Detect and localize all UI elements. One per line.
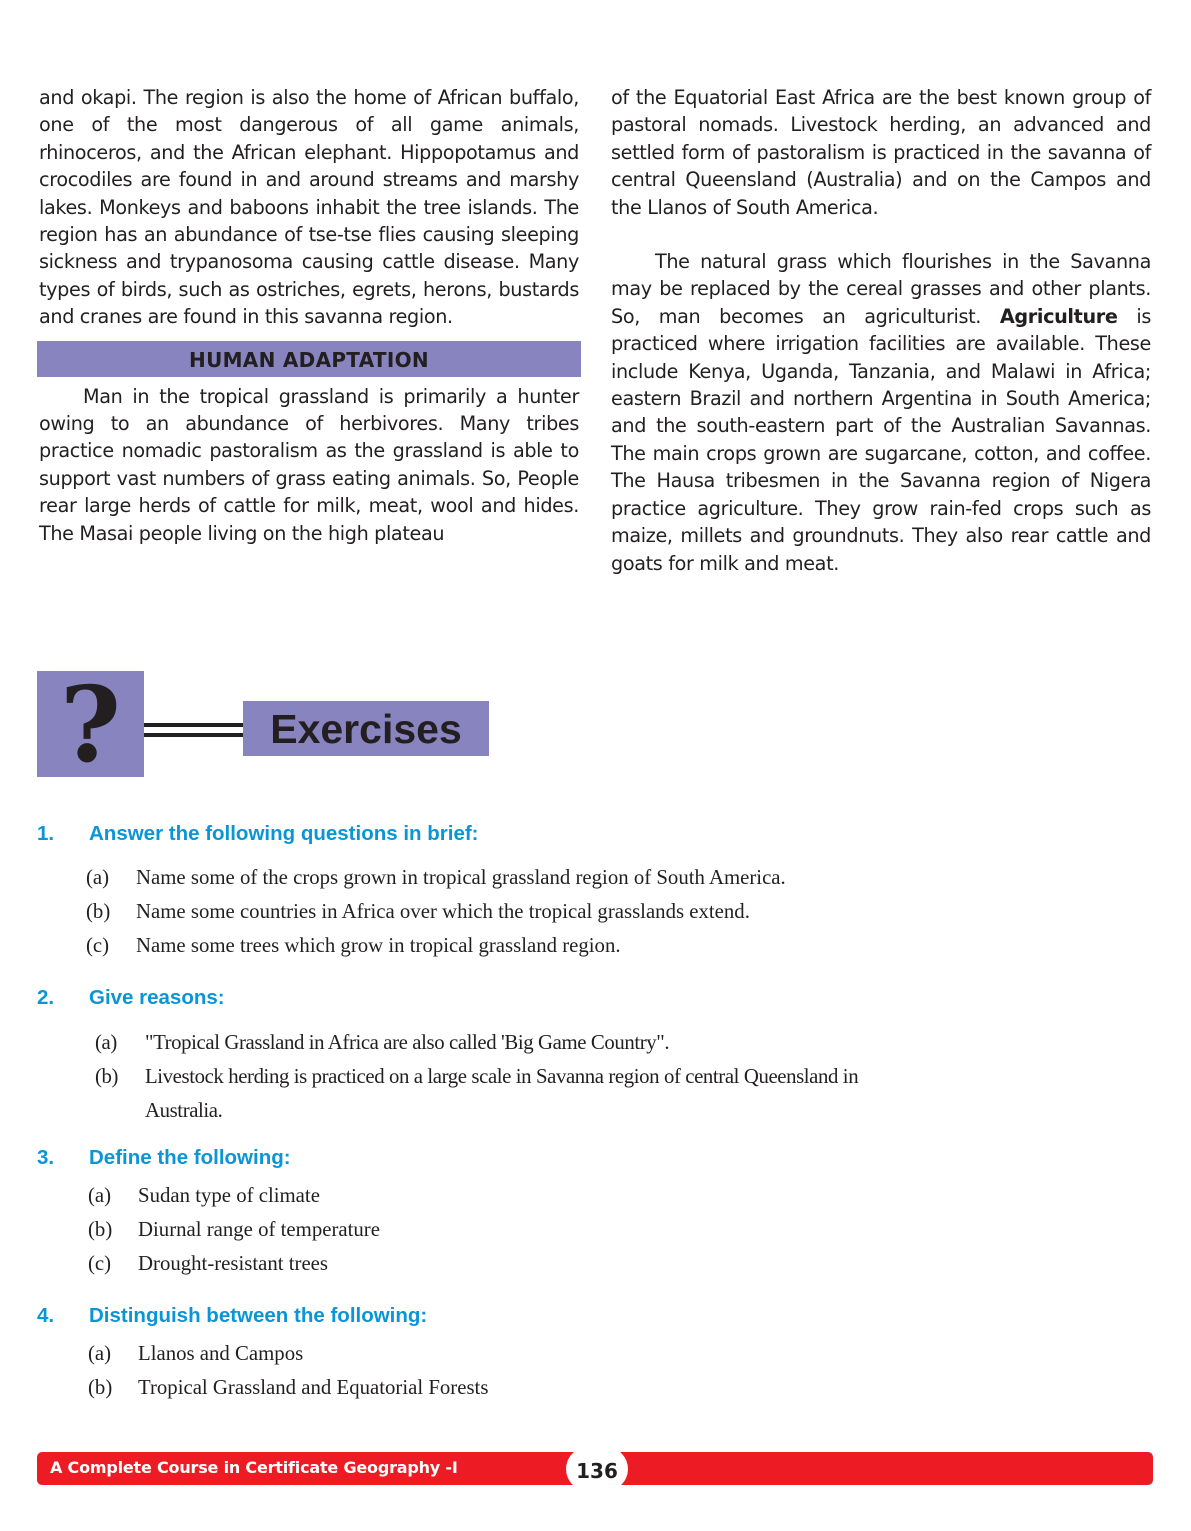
body-paragraph: of the Equatorial East Africa are the best known group of pastoral nomads. Livestock herding, an advanced and settled form of pastoralism is practiced in the savanna of central Queensland (Australia) and on the Campos and the Llanos of South America. xyxy=(611,86,1151,219)
left-column xyxy=(39,84,579,547)
item-label: (b) xyxy=(88,1218,113,1241)
section-heading-human-adaptation: HUMAN ADAPTATION xyxy=(37,341,581,377)
question-heading-text: Give reasons: xyxy=(89,986,225,1009)
right-column xyxy=(611,84,1151,577)
question-number: 1. xyxy=(37,822,55,845)
item-label: (a) xyxy=(88,1184,112,1207)
paragraph-text: The natural grass which flourishes in the Savanna may be replaced by the cereal grasses and other plants. So, man becomes an agriculturist. xyxy=(611,250,1151,328)
item-label: (a) xyxy=(88,1342,112,1365)
item-label: (a) xyxy=(86,866,110,889)
question-item xyxy=(86,934,621,958)
bold-term-agriculture: Agriculture xyxy=(999,304,1118,328)
item-text: Diurnal range of temperature xyxy=(138,1218,380,1241)
item-text: Drought-resistant trees xyxy=(138,1252,329,1275)
question-item xyxy=(88,1376,488,1400)
connector-line xyxy=(144,723,244,727)
question-mark-icon: ? xyxy=(60,663,121,786)
item-text: Llanos and Campos xyxy=(138,1342,304,1365)
exercises-title: Exercises xyxy=(243,701,489,756)
exercises-icon-box xyxy=(37,663,144,786)
paragraph-gap xyxy=(611,221,1151,248)
question-heading xyxy=(37,1146,291,1170)
question-item xyxy=(95,1065,858,1089)
question-number: 4. xyxy=(37,1304,55,1327)
paragraph-text: is practiced where irrigation facilities are available. These include Kenya, Uganda, Tanzania, and Malawi in Africa; eastern Brazil and northern Argentina in South America; and the south-eastern part of the Australian Savannas. The main crops grown are sugarcane, cotton, and coffee. The Hausa tribesmen in the Savanna region of Nigera practice agriculture. They grow rain-fed crops such as maize, millets and groundnuts. They also rear cattle and goats for milk and meat. xyxy=(611,304,1151,575)
item-label: (b) xyxy=(95,1065,119,1088)
item-text: Tropical Grassland and Equatorial Forests xyxy=(138,1376,489,1399)
question-item xyxy=(88,1342,303,1366)
item-text-continuation: Australia. xyxy=(145,1099,223,1122)
question-item xyxy=(88,1218,380,1242)
footer-book-title: A Complete Course in Certificate Geography -I xyxy=(50,1458,458,1477)
item-label: (a) xyxy=(95,1031,117,1054)
page-number: 136 xyxy=(566,1447,628,1491)
question-heading-text: Answer the following questions in brief: xyxy=(89,822,479,845)
item-label: (b) xyxy=(86,900,111,923)
body-paragraph: and okapi. The region is also the home of African buffalo, one of the most dangerous of all game animals, rhinoceros, and the African elephant. Hippopotamus and crocodiles are found in and around streams and marshy lakes. Monkeys and baboons inhabit the tree islands. The region has an abundance of tse-tse flies causing sleeping sickness and trypanosoma causing cattle disease. Many types of birds, such as ostriches, egrets, herons, bustards and cranes are found in this savanna region. xyxy=(39,86,579,329)
item-label: (b) xyxy=(88,1376,113,1399)
body-paragraph: Man in the tropical grassland is primarily a hunter owing to an abundance of herbivores. Many tribes practice nomadic pastoralism as the grassland is able to support vast numbers of grass eating animals. So, People rear large herds of cattle for milk, meat, wool and hides. The Masai people living on the high plateau xyxy=(39,384,579,545)
question-heading-text: Define the following: xyxy=(89,1146,291,1169)
item-text: Name some countries in Africa over which the tropical grasslands extend. xyxy=(136,900,750,923)
item-text: Name some trees which grow in tropical grassland region. xyxy=(136,934,621,957)
question-number: 3. xyxy=(37,1146,55,1169)
question-heading xyxy=(37,1304,427,1328)
question-item xyxy=(88,1252,328,1276)
question-item xyxy=(86,866,786,890)
question-heading xyxy=(37,986,225,1010)
question-item xyxy=(88,1184,320,1208)
item-text: "Tropical Grassland in Africa are also called 'Big Game Country". xyxy=(145,1031,670,1054)
body-paragraph xyxy=(611,248,1151,577)
item-text: Livestock herding is practiced on a large scale in Savanna region of central Queensland in xyxy=(145,1065,859,1088)
item-text: Name some of the crops grown in tropical grassland region of South America. xyxy=(136,866,786,889)
item-text: Sudan type of climate xyxy=(138,1184,320,1207)
question-item xyxy=(86,900,750,924)
question-item xyxy=(95,1031,669,1055)
question-heading-text: Distinguish between the following: xyxy=(89,1304,428,1327)
item-label: (c) xyxy=(88,1252,112,1275)
question-number: 2. xyxy=(37,986,55,1009)
question-heading xyxy=(37,822,479,846)
item-label: (c) xyxy=(86,934,110,957)
connector-line xyxy=(144,733,244,737)
